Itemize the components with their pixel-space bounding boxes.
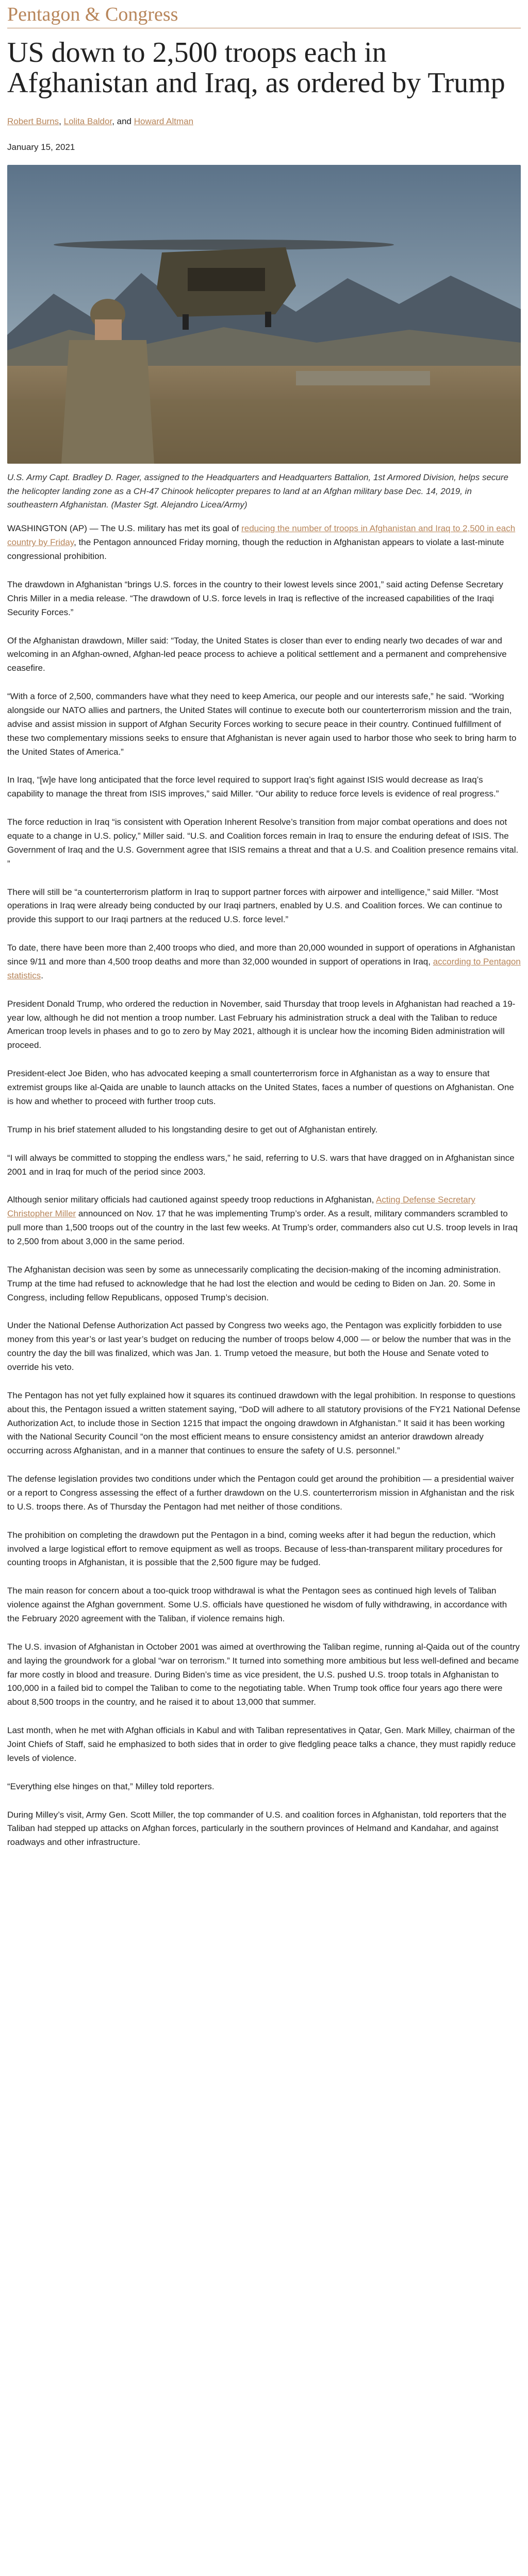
article-paragraph: President-elect Joe Biden, who has advocated keeping a small counterterrorism force in Afghanistan as a way to ensure that extremist groups like al-Qaida are unable to launch attacks on the United States, faces a number of questions on Afghanistan. One is how and whether to proceed with further troop cuts. — [7, 1069, 514, 1106]
author-link-altman[interactable]: Howard Altman — [134, 116, 194, 127]
photo-caption: U.S. Army Capt. Bradley D. Rager, assigned to the Headquarters and Headquarters Battalion, 1st Armored Division, helps secure the helicopter landing zone as a CH-47 Chinook helicopter prepares to land at an Afghan military base Dec. 14, 2019, in southeastern Afghanistan. (Master Sgt. Alejandro Licea/Army) — [7, 472, 508, 510]
article-paragraph: “With a force of 2,500, commanders have what they need to keep America, our people and our interests safe,” he said. “Working alongside our NATO allies and partners, the United States will continue to execute both our counterterrorism mission and the train, advise and assist mission in support of Afghan Security Forces working to secure peace in their country. Continued fulfillment of these two complementary missions seeks to ensure that Afghanistan is never again used to harbor those who seek to bring harm to the United States of America.” — [7, 691, 517, 757]
article-headline: US down to 2,500 troops each in Afghanistan and Iraq, as ordered by Trump — [7, 36, 505, 99]
landing-gear-right — [265, 312, 271, 327]
article-paragraph: Under the National Defense Authorization Act passed by Congress two weeks ago, the Pentagon was explicitly forbidden to use money from this year’s or last year’s budget on reducing the number of troops below 4,000 — or below the number that was in the country the day the bill was finalized, which was Jan. 1. Trump vetoed the measure, but both the House and Senate voted to override his veto. — [7, 1320, 511, 1372]
barrier-wall — [296, 371, 430, 385]
author-separator: , and — [112, 116, 134, 127]
uniform — [61, 340, 154, 464]
article-paragraph: The defense legislation provides two conditions under which the Pentagon could get around the prohibition — a presidential waiver or a report to Congress assessing the effect of a further drawdown on the U.S. counterterrorism mission in Afghanistan and the risk to U.S. troops there. As of Thursday the Pentagon had met neither of those conditions. — [7, 1474, 515, 1512]
article-paragraph: To date, there have been more than 2,400 troops who died, and more than 20,000 wounded in support of operations in Afghanistan since 9/11 and more than 4,500 troop deaths and more than 32,000 wounded in support of operations in Iraq, according to Pentagon statistics. — [7, 943, 521, 980]
face — [95, 319, 122, 340]
article-paragraph: The main reason for concern about a too-quick troop withdrawal is what the Pentagon sees as continued high levels of Taliban violence against the Afghan government. Some U.S. officials have questioned he wisdom of fully withdrawing, in accordance with the February 2020 agreement with the Taliban, if violence remains high. — [7, 1586, 507, 1623]
article-paragraph: There will still be “a counterterrorism platform in Iraq to support partner forces with airpower and intelligence,” said Miller. “Most operations in Iraq were already being conducted by our Iraqi partners, enabled by U.S. and Coalition forces. We can continue to provide this support to our Iraqi partners at the reduced U.S. force level.” — [7, 887, 502, 925]
related-article-link[interactable]: reducing the number of troops in Afghanistan and Iraq to 2,500 in each country by Friday — [7, 523, 516, 548]
cockpit — [188, 268, 265, 291]
author-separator: , — [59, 116, 64, 127]
article-paragraph: Of the Afghanistan drawdown, Miller said: “Today, the United States is closer than ever to ending nearly two decades of war and welcoming in an Afghan-owned, Afghan-led peace process to achieve a political settlement and a permanent and comprehensive ceasefire. — [7, 635, 507, 673]
landing-gear-left — [183, 314, 189, 330]
article-paragraph: The drawdown in Afghanistan “brings U.S. forces in the country to their lowest levels since 2001,” said acting Defense Secretary Chris Miller in a media release. “The drawdown of U.S. force levels in Iraq is reflective of the increased capabilities of the Iraqi Security Forces.” — [7, 580, 503, 617]
byline — [7, 116, 521, 127]
article-paragraph: In Iraq, “[w]e have long anticipated that the force level required to support Iraq’s fight against ISIS would decrease as Iraq’s capability to manage the threat from ISIS improves,” said Miller. “Our ability to reduce force levels is evidence of real progress.” — [7, 775, 499, 799]
rotor-blur — [54, 240, 394, 250]
miller-article-link[interactable]: Acting Defense Secretary Christopher Miller — [7, 1195, 475, 1219]
article-paragraph: The prohibition on completing the drawdown put the Pentagon in a bind, coming weeks after it had begun the reduction, which involved a large logistical effort to remove equipment as well as troops. Because of less-than-transparent military procedures for counting troops in Afghanistan, it is possible that the 2,500 figure may be fudged. — [7, 1530, 503, 1568]
article-paragraph: The force reduction in Iraq “is consistent with Operation Inherent Resolve’s transition from major combat operations and does not equate to a change in U.S. policy,” Miller said. “U.S. and Coalition forces remain in Iraq to ensure the enduring defeat of ISIS. The Government of Iraq and the U.S. Government agree that ISIS remains a threat and that a U.S. and Coalition presence remains vital. ” — [7, 817, 519, 869]
pentagon-statistics-link[interactable]: according to Pentagon statistics — [7, 957, 521, 980]
article-paragraph: “Everything else hinges on that,” Milley told reporters. — [7, 1781, 214, 1791]
article-paragraph: The U.S. invasion of Afghanistan in October 2001 was aimed at overthrowing the Taliban regime, running al-Qaida out of the country and laying the groundwork for a global “war on terrorism.” It turned into something more ambitious but less well-defined and became far more costly in blood and treasure. During Biden’s time as vice president, the U.S. pushed U.S. troop totals in Afghanistan to 100,000 in a failed bid to compel the Taliban to come to the negotiating table. When Trump took office four years ago there were about 8,500 troops in the country, and he raised it to about 13,000 that summer. — [7, 1641, 520, 1707]
author-link-baldor[interactable]: Lolita Baldor — [63, 116, 112, 127]
hero-photo — [7, 165, 521, 464]
article-paragraph: During Milley’s visit, Army Gen. Scott Miller, the top commander of U.S. and coalition forces in Afghanistan, told reporters that the Taliban had stepped up attacks on Afghan forces, particularly in the southern provinces of Helmand and Kandahar, and against roadways and other infrastructure. — [7, 1809, 507, 1848]
article-paragraph: President Donald Trump, who ordered the reduction in November, said Thursday that troop levels in Afghanistan had reached a 19-year low, although he did not mention a troop number. Last February his administration struck a deal with the Taliban to reduce American troop levels in phases and to go to zero by May 2021, although it is unclear how the incoming Biden administration will proceed. — [7, 998, 516, 1050]
author-link-burns[interactable]: Robert Burns — [7, 116, 59, 127]
publish-date: January 15, 2021 — [7, 142, 75, 152]
article-paragraph: The Afghanistan decision was seen by some as unnecessarily complicating the decision-making of the incoming administration. Trump at the time had refused to acknowledge that he had lost the election and would be ceding to Biden on Jan. 20. Some in Congress, including fellow Republicans, opposed Trump’s decision. — [7, 1264, 501, 1302]
article-paragraph: Although senior military officials had cautioned against speedy troop reductions in Afghanistan, Acting Defense Secretary Christopher Miller announced on Nov. 17 that he was implementing Trump’s order. As a result, military commanders scrambled to pull more than 1,500 troops out of the country in the last few weeks. At Trump’s order, commanders also cut U.S. troop levels in Iraq to 2,500 from about 3,000 in the same period. — [7, 1195, 518, 1246]
section-title[interactable]: Pentagon & Congress — [7, 4, 521, 28]
article-paragraph: The Pentagon has not yet fully explained how it squares its continued drawdown with the legal prohibition. In response to questions about this, the Pentagon issued a written statement saying, “DoD will adhere to all statutory provisions of the FY21 National Defense Authorization Act, to include those in Section 1215 that impact the ongoing drawdown in Afghanistan.” It said it has been working with the National Security Council “on the most efficient means to ensure consistency amidst an anterior drawdown already occurring across Afghanistan, and in a manner that continues to ensure the safety of U.S. personnel.” — [7, 1390, 521, 1456]
article-paragraph: “I will always be committed to stopping the endless wars,” he said, referring to U.S. wars that have dragged on in Afghanistan since 2001 and in Iraq for much of the period since 2003. — [7, 1153, 515, 1177]
article-paragraph: Last month, when he met with Afghan officials in Kabul and with Taliban representatives in Qatar, Gen. Mark Milley, chairman of the Joint Chiefs of Staff, said he emphasized to both sides that in order to give fledgling peace talks a chance, they must rapidly reduce levels of violence. — [7, 1725, 516, 1763]
article-paragraph: Trump in his brief statement alluded to his longstanding desire to get out of Afghanistan entirely. — [7, 1124, 378, 1134]
article-paragraph: WASHINGTON (AP) — The U.S. military has met its goal of reducing the number of troops in Afghanistan and Iraq to 2,500 in each country by Friday, the Pentagon announced Friday morning, though the reduction in Afghanistan appears to violate a last-minute congressional prohibition. — [7, 523, 516, 562]
